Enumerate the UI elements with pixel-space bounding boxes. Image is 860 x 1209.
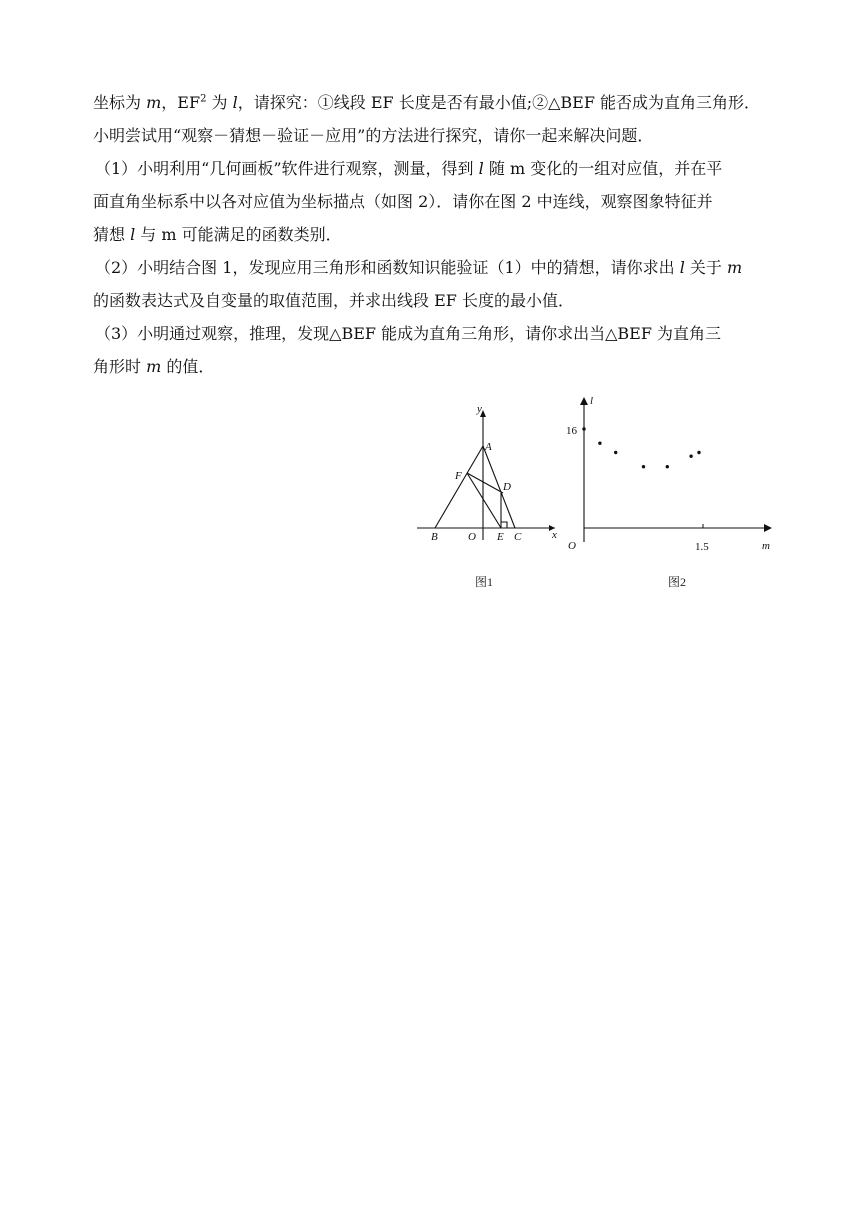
- label-c: C: [514, 531, 522, 543]
- data-point-1: [582, 427, 585, 430]
- data-points: [582, 427, 703, 528]
- origin-label: O: [568, 540, 576, 552]
- question-1-line-1: （1）小明利用“几何画板”软件进行观察，测量，得到 l 随 m 变化的一组对应值，并在平: [95, 159, 723, 178]
- figure-1: [405, 400, 570, 595]
- label-e: E: [497, 531, 504, 543]
- segment-fe: [467, 473, 501, 528]
- label-y: y: [477, 403, 482, 415]
- data-point-2: [598, 442, 601, 445]
- figure-2-chart: [560, 392, 790, 595]
- figure-2-caption: 图2: [668, 575, 687, 589]
- m-axis-label: m: [762, 540, 770, 552]
- question-2-line-2: 的函数表达式及自变量的取值范围，并求出线段 EF 长度的最小值．: [93, 291, 574, 310]
- l-axis-arrow: [580, 397, 588, 405]
- figure-1-caption: 图1: [475, 575, 494, 589]
- label-o: O: [468, 531, 476, 543]
- figure-2: [560, 392, 790, 595]
- l-axis-label: l: [590, 395, 594, 407]
- x-tick-label: 1.5: [695, 541, 709, 553]
- label-a: A: [485, 441, 492, 453]
- text-line-2: 小明尝试用“观察－猜想－验证－应用”的方法进行探究，请你一起来解决问题．: [93, 126, 654, 145]
- data-point-7: [697, 451, 700, 454]
- label-b: B: [431, 531, 438, 543]
- question-1-line-2: 面直角坐标系中以各对应值为坐标描点（如图 2）．请你在图 2 中连线，观察图象特征并: [93, 192, 713, 211]
- data-point-5: [666, 465, 669, 468]
- question-2-line-1: （2）小明结合图 1，发现应用三角形和函数知识能验证（1）中的猜想，请你求出 l 关于 m: [95, 258, 743, 277]
- problem-text: [93, 86, 773, 383]
- y-tick-label: 16: [566, 425, 577, 437]
- data-point-4: [642, 465, 645, 468]
- label-x: x: [552, 529, 557, 541]
- question-1-line-3: 猜想 l 与 m 可能满足的函数类别．: [93, 225, 342, 244]
- right-angle-mark: [501, 522, 507, 528]
- data-point-3: [614, 451, 617, 454]
- text-line-1: 坐标为 m，$EF^2$ 为 l，请探究：①线段 EF 长度是否有最小值;②△BEF 能否成为直角三角形．: [93, 93, 761, 112]
- data-point-6: [689, 455, 692, 458]
- figure-1-diagram: [405, 400, 570, 595]
- m-axis-arrow: [764, 524, 772, 532]
- label-d: D: [503, 481, 511, 493]
- question-3-line-2: 角形时 m 的值．: [93, 357, 215, 376]
- label-f: F: [455, 470, 462, 482]
- question-3-line-1: （3）小明通过观察，推理，发现△BEF 能成为直角三角形，请你求出当△BEF 为直角三: [95, 324, 722, 343]
